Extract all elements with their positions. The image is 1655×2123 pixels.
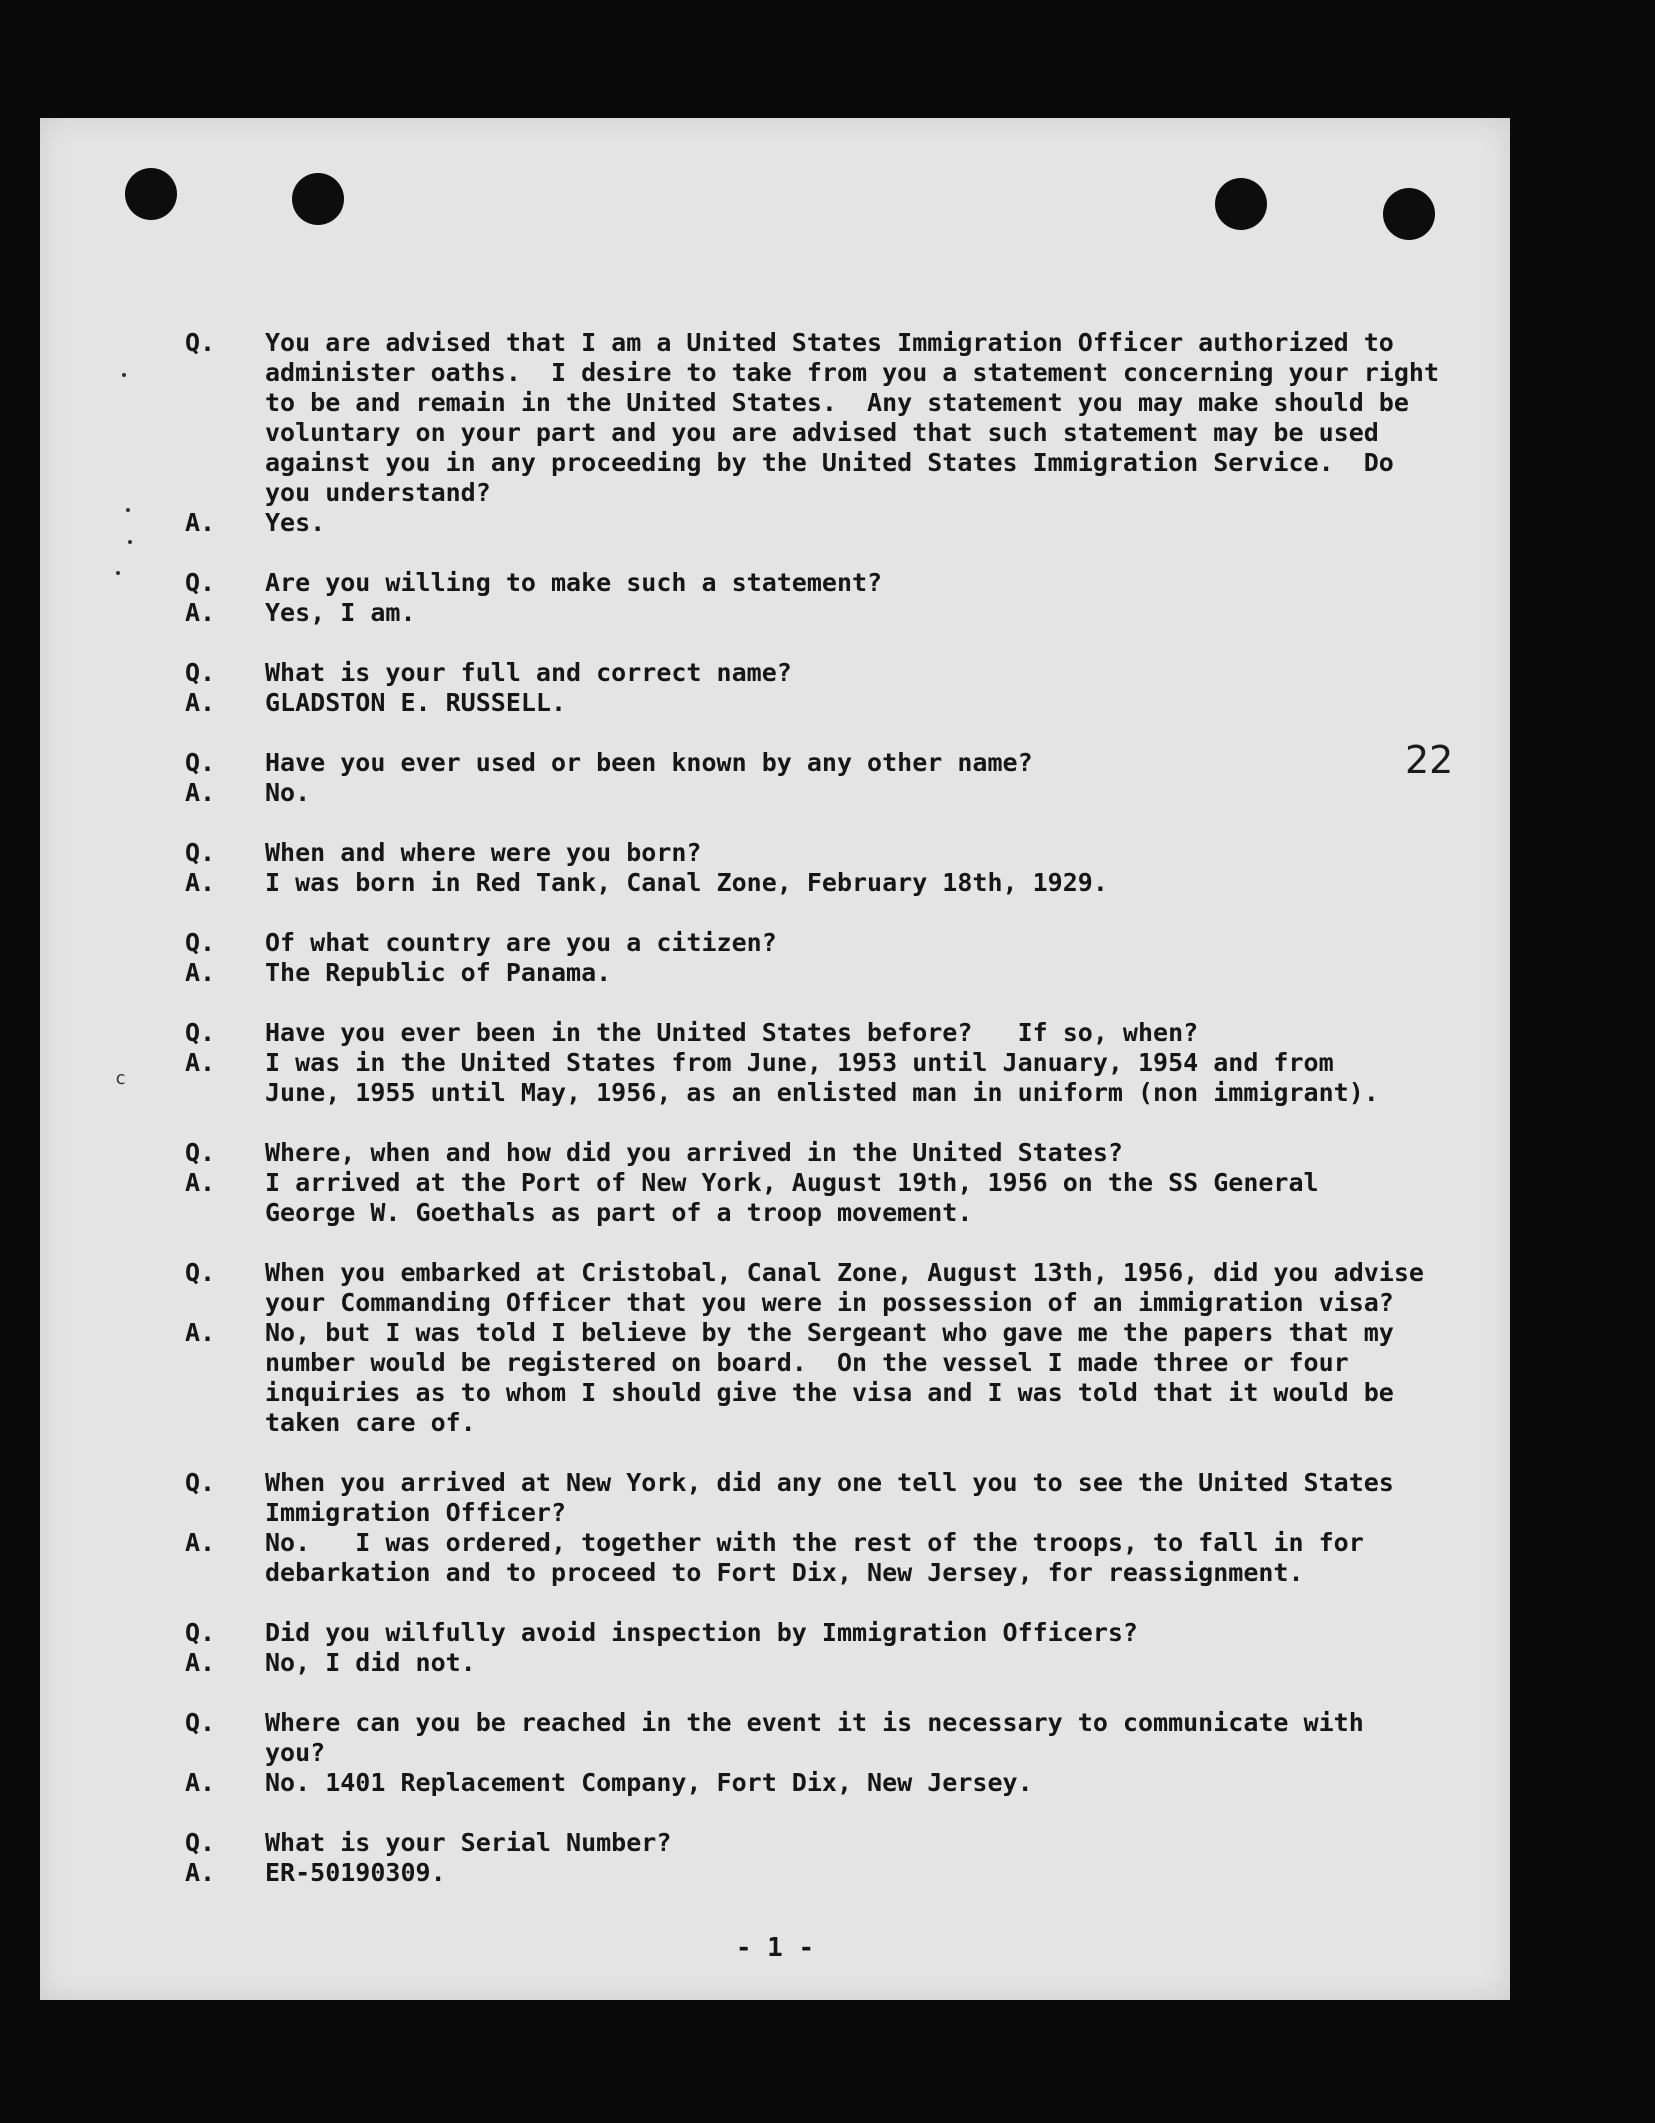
- qa-tag: Q.: [185, 658, 216, 687]
- handwritten-page-number: 22: [1405, 738, 1454, 782]
- qa-text: The Republic of Panama.: [265, 958, 612, 987]
- qa-block: [185, 1618, 1485, 1678]
- qa-tag: Q.: [185, 1618, 216, 1647]
- qa-text: I was born in Red Tank, Canal Zone, February 18th, 1929.: [265, 868, 1108, 897]
- qa-tag: Q.: [185, 1138, 216, 1167]
- qa-tag: A.: [185, 1318, 216, 1347]
- document-page: [40, 118, 1510, 2000]
- answer: [185, 1648, 1485, 1678]
- qa-tag: A.: [185, 688, 216, 717]
- answer: [185, 688, 1485, 718]
- qa-block: [185, 1258, 1485, 1438]
- qa-tag: Q.: [185, 748, 216, 777]
- qa-block: [185, 658, 1485, 718]
- qa-tag: Q.: [185, 838, 216, 867]
- qa-tag: A.: [185, 598, 216, 627]
- qa-text: What is your Serial Number?: [265, 1828, 672, 1857]
- answer: [185, 868, 1485, 898]
- question: [185, 1828, 1485, 1858]
- qa-text: Where, when and how did you arrived in the United States?: [265, 1138, 1123, 1167]
- answer: [185, 1528, 1485, 1588]
- qa-tag: Q.: [185, 568, 216, 597]
- question: [185, 1138, 1485, 1168]
- answer: [185, 508, 1485, 538]
- answer: [185, 1168, 1485, 1228]
- question: [185, 1018, 1485, 1048]
- question: [185, 838, 1485, 868]
- qa-text: No.: [265, 778, 311, 807]
- qa-text: I was in the United States from June, 1953 until January, 1954 and from June, 1955 until May, 1956, as an enlisted man in uniform (non immigrant).: [265, 1048, 1379, 1107]
- qa-text: What is your full and correct name?: [265, 658, 792, 687]
- speck: [116, 571, 120, 575]
- qa-text: No. 1401 Replacement Company, Fort Dix, New Jersey.: [265, 1768, 1033, 1797]
- qa-block: [185, 328, 1485, 538]
- qa-tag: A.: [185, 1048, 216, 1077]
- answer: [185, 1318, 1485, 1438]
- answer: [185, 598, 1485, 628]
- answer: [185, 1768, 1485, 1798]
- qa-tag: A.: [185, 1528, 216, 1557]
- qa-text: Have you ever used or been known by any other name?: [265, 748, 1033, 777]
- qa-tag: A.: [185, 868, 216, 897]
- answer: [185, 958, 1485, 988]
- qa-block: [185, 838, 1485, 898]
- qa-text: No, I did not.: [265, 1648, 476, 1677]
- question: [185, 658, 1485, 688]
- question: [185, 1258, 1485, 1318]
- qa-text: Have you ever been in the United States before? If so, when?: [265, 1018, 1199, 1047]
- qa-block: [185, 1018, 1485, 1108]
- qa-block: [185, 1708, 1485, 1798]
- qa-block: [185, 1138, 1485, 1228]
- qa-tag: Q.: [185, 928, 216, 957]
- answer: [185, 1858, 1485, 1888]
- qa-tag: A.: [185, 1768, 216, 1797]
- qa-tag: A.: [185, 1858, 216, 1887]
- qa-tag: A.: [185, 778, 216, 807]
- qa-text: When you arrived at New York, did any one tell you to see the United States Immigration Officer?: [265, 1468, 1394, 1527]
- qa-text: Of what country are you a citizen?: [265, 928, 777, 957]
- qa-tag: Q.: [185, 328, 216, 357]
- qa-block: [185, 1828, 1485, 1888]
- speck: [126, 508, 130, 512]
- punch-hole: [125, 168, 177, 220]
- margin-mark: c: [115, 1068, 126, 1089]
- question: [185, 928, 1485, 958]
- speck: [128, 540, 132, 544]
- punch-hole: [292, 173, 344, 225]
- qa-text: Yes.: [265, 508, 326, 537]
- qa-tag: Q.: [185, 1468, 216, 1497]
- qa-block: [185, 928, 1485, 988]
- transcript: [185, 328, 1485, 1918]
- qa-tag: Q.: [185, 1708, 216, 1737]
- question: [185, 1618, 1485, 1648]
- speck: [122, 373, 126, 377]
- qa-block: [185, 1468, 1485, 1588]
- qa-text: I arrived at the Port of New York, August 19th, 1956 on the SS General George W. Goethals as part of a troop movement.: [265, 1168, 1319, 1227]
- page-footer: - 1 -: [735, 1933, 815, 1963]
- punch-hole: [1383, 188, 1435, 240]
- question: [185, 1708, 1485, 1768]
- qa-block: [185, 748, 1485, 808]
- qa-text: Where can you be reached in the event it is necessary to communicate with you?: [265, 1708, 1364, 1767]
- qa-block: [185, 568, 1485, 628]
- qa-tag: Q.: [185, 1828, 216, 1857]
- qa-text: When and where were you born?: [265, 838, 702, 867]
- punch-hole: [1215, 178, 1267, 230]
- qa-text: When you embarked at Cristobal, Canal Zone, August 13th, 1956, did you advise your Commanding Officer that you were in possession of an immigration visa?: [265, 1258, 1424, 1317]
- qa-text: GLADSTON E. RUSSELL.: [265, 688, 567, 717]
- qa-tag: A.: [185, 1168, 216, 1197]
- qa-tag: A.: [185, 508, 216, 537]
- qa-tag: A.: [185, 958, 216, 987]
- qa-tag: Q.: [185, 1018, 216, 1047]
- qa-text: You are advised that I am a United States Immigration Officer authorized to administer oaths. I desire to take from you a statement concerning your right to be and remain in the United States. Any statement you may make should be voluntary on your part and you are advised that such statement may be used against you in any proceeding by the United States Immigration Service. Do you understand?: [265, 328, 1439, 507]
- qa-text: Yes, I am.: [265, 598, 416, 627]
- qa-text: No, but I was told I believe by the Sergeant who gave me the papers that my number would be registered on board. On the vessel I made three or four inquiries as to whom I should give the visa and I was told that it would be taken care of.: [265, 1318, 1394, 1437]
- answer: [185, 1048, 1485, 1108]
- question: [185, 1468, 1485, 1528]
- qa-text: No. I was ordered, together with the rest of the troops, to fall in for debarkation and to proceed to Fort Dix, New Jersey, for reassignment.: [265, 1528, 1364, 1587]
- qa-text: ER-50190309.: [265, 1858, 446, 1887]
- qa-text: Are you willing to make such a statement?: [265, 568, 883, 597]
- question: [185, 568, 1485, 598]
- qa-tag: A.: [185, 1648, 216, 1677]
- qa-tag: Q.: [185, 1258, 216, 1287]
- answer: [185, 778, 1485, 808]
- qa-text: Did you wilfully avoid inspection by Immigration Officers?: [265, 1618, 1138, 1647]
- question: [185, 748, 1485, 778]
- question: [185, 328, 1485, 508]
